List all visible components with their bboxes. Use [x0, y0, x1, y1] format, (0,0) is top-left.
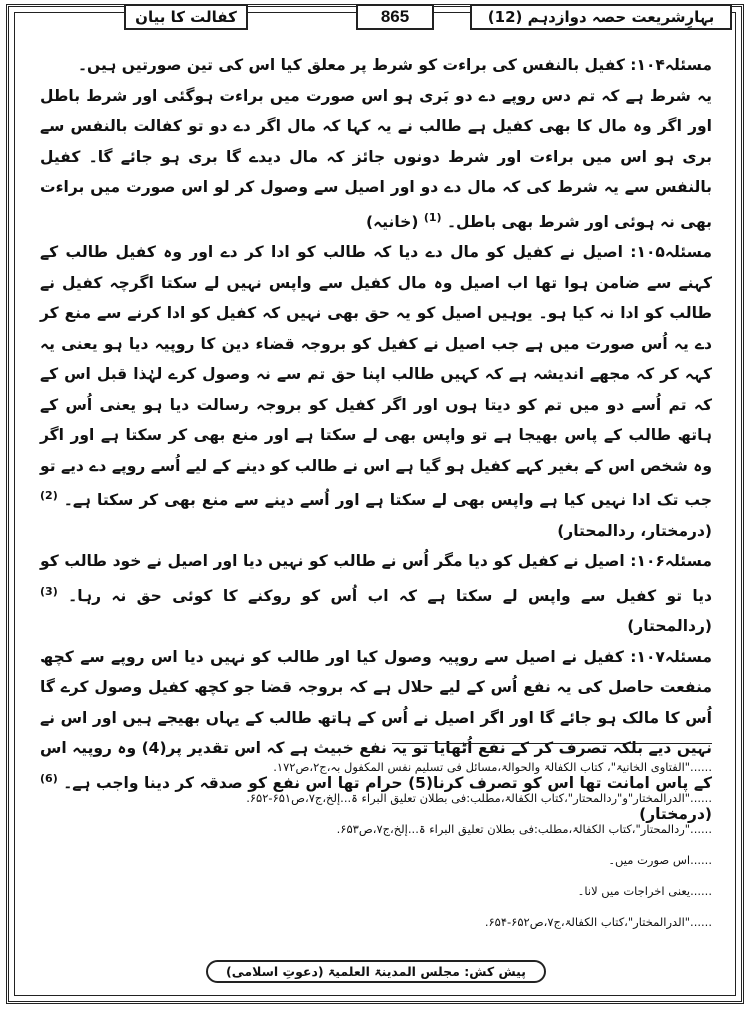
paragraph-text: اصیل نے کفیل کو مال دے دیا کہ طالب کو ادا کر دے اور وہ کفیل طالب کے کہنے سے ضامن ہوا تھا اب اصیل وہ مال کفیل سے واپس نہیں لے سکتا اگرچہ کفیل نے طالب کو ادا نہ کیا ہو۔ یوہیں اصیل کو یہ حق بھی نہیں کہ کفیل کو ادا کرنے سے منع کر دے یہ اُس صورت میں ہے جب اصیل نے کفیل کو بروجہ قضاء دین کا روپیہ دیا ہو یعنی یہ کہہ کر کہ مجھے اندیشہ ہے کہ کہیں طالب اپنا حق تم سے نہ وصول کرے لہٰذا قبل اس کے کہ تم اُسے دو میں تم کو دیتا ہوں اور اگر کفیل کو بروجہ رسالت دیا ہو یعنی اُس کے ہاتھ طالب کے پاس بھیجا ہے تو واپس بھی لے سکتا ہے اور منع بھی کر سکتا ہے اور اگر وہ شخص اس کے بغیر کہے کفیل ہو گیا ہے اس نے طالب کو دینے کے لیے اُسے روپے دے دیے تو جب تک ادا نہیں کیا ہے واپس بھی لے سکتا ہے اور اُسے دینے سے منع بھی کر سکتا ہے۔	[40, 243, 712, 510]
page-header	[20, 4, 732, 34]
masala-label: مسئلہ۱۰۵:	[630, 243, 712, 262]
paragraph-text: کفیل نے اصیل سے روپیہ وصول کیا اور طالب کو نہیں دیا اس روپے سے کچھ منفعت حاصل کی یہ نفع اُس کے لیے حلال ہے کہ بروجہ قضا جو کچھ کفیل وصول کرے گا اُس کا مالک ہو جائے گا اور اگر اصیل نے اُس کے ہاتھ طالب کے یہاں بھیجے ہیں اور اس نے نہیں دیے بلکہ تصرف کر کے نفع اُٹھایا تو یہ نفع خبیث ہے کہ اس تقدیر پر(4) وہ روپیہ اس کے پاس امانت تھا اس کو تصرف کرنا(5) حرام تھا اس نفع کو صدقہ کر دینا واجب ہے۔	[40, 647, 712, 793]
source-citation: (خانیہ)	[366, 212, 419, 231]
source-citation: (درمختار)	[639, 804, 712, 823]
footnote-item: ......یعنی اخراجات میں لانا۔	[577, 884, 712, 898]
chapter-title: کفالت کا بیان	[124, 4, 248, 30]
source-citation: (درمختار، ردالمحتار)	[557, 521, 712, 540]
paragraph-text: اصیل نے کفیل کو دیا مگر اُس نے طالب کو نہیں دیا اور اصیل نے خود طالب کو دیا تو کفیل سے واپس لے سکتا ہے کہ اب اُس کو روکنے کا کوئی حق نہ رہا۔	[40, 552, 712, 605]
paragraph-masala-106	[40, 546, 712, 642]
footnote-item: ......"الفتاوی الخانیۃ"، کتاب الکفالۃ والحوالۃ،مسائل فی تسلیم نفس المکفول بہ،ج۲،ص۱۷۲.	[273, 760, 712, 774]
paragraph-masala-105	[40, 237, 712, 546]
footnotes	[40, 752, 712, 938]
footnote-ref: (1)	[423, 210, 442, 224]
footnote-item: ......اس صورت میں۔	[608, 853, 712, 867]
paragraph-conditions	[40, 81, 712, 238]
footnote-item: ......"ردالمحتار"،کتاب الکفالۃ،مطلب:فی بطلان تعلیق البراء ۃ...إلخ،ج۷،ص۶۵۳.	[336, 822, 712, 836]
footnote-ref: (3)	[40, 584, 58, 598]
page-number: 865	[356, 4, 434, 30]
main-text	[40, 50, 712, 829]
footer-prefix: پیش کش:	[464, 964, 526, 979]
book-title: بہارِشریعت حصہ دوازدہم (12)	[470, 4, 732, 30]
footnote-divider	[392, 743, 712, 744]
source-citation: (ردالمحتار)	[627, 617, 712, 636]
masala-label: مسئلہ۱۰۷:	[630, 647, 712, 666]
footnote-item: ......"الدرالمختار"،کتاب الکفالۃ،ج۷،ص۶۵۲-۶۵۴.	[484, 915, 712, 929]
publisher-sub: (دعوتِ اسلامی)	[226, 964, 324, 979]
publisher-credit	[206, 960, 546, 983]
paragraph-masala-104	[40, 50, 712, 81]
paragraph-text: یہ شرط ہے کہ تم دس روپے دے دو بَری ہو اس صورت میں براءت ہوگئی اور شرط باطل اور اگر وہ مال کا بھی کفیل ہے طالب نے یہ کہا کہ مال اگر دے دو تو کفالت بالنفس سے بری ہو اس میں براءت اور شرط دونوں جائز کہ مال دیدے گا بری ہو جائے گا۔ کفیل بالنفس سے یہ شرط کی کہ مال دے دو اور اصیل سے وصول کر لو اس صورت میں براءت بھی نہ ہوئی اور شرط بھی باطل۔	[40, 86, 712, 231]
footnote-ref: (2)	[40, 489, 58, 503]
page-footer	[0, 960, 752, 983]
masala-label: مسئلہ۱۰۶:	[630, 552, 712, 571]
masala-label: مسئلہ۱۰۴:	[630, 56, 712, 74]
publisher-name: مجلس المدینۃ العلمیۃ	[327, 964, 460, 979]
paragraph-text: کفیل بالنفس کی براءت کو شرط پر معلق کیا اس کی تین صورتیں ہیں۔	[77, 56, 625, 74]
footnote-ref: (6)	[40, 771, 58, 785]
footnote-item: ......"الدرالمختار"و"ردالمحتار"،کتاب الکفالۃ،مطلب:فی بطلان تعلیق البراء ۃ...إلخ،ج۷،ص۶۵۱-۶۵۲.	[246, 791, 712, 805]
